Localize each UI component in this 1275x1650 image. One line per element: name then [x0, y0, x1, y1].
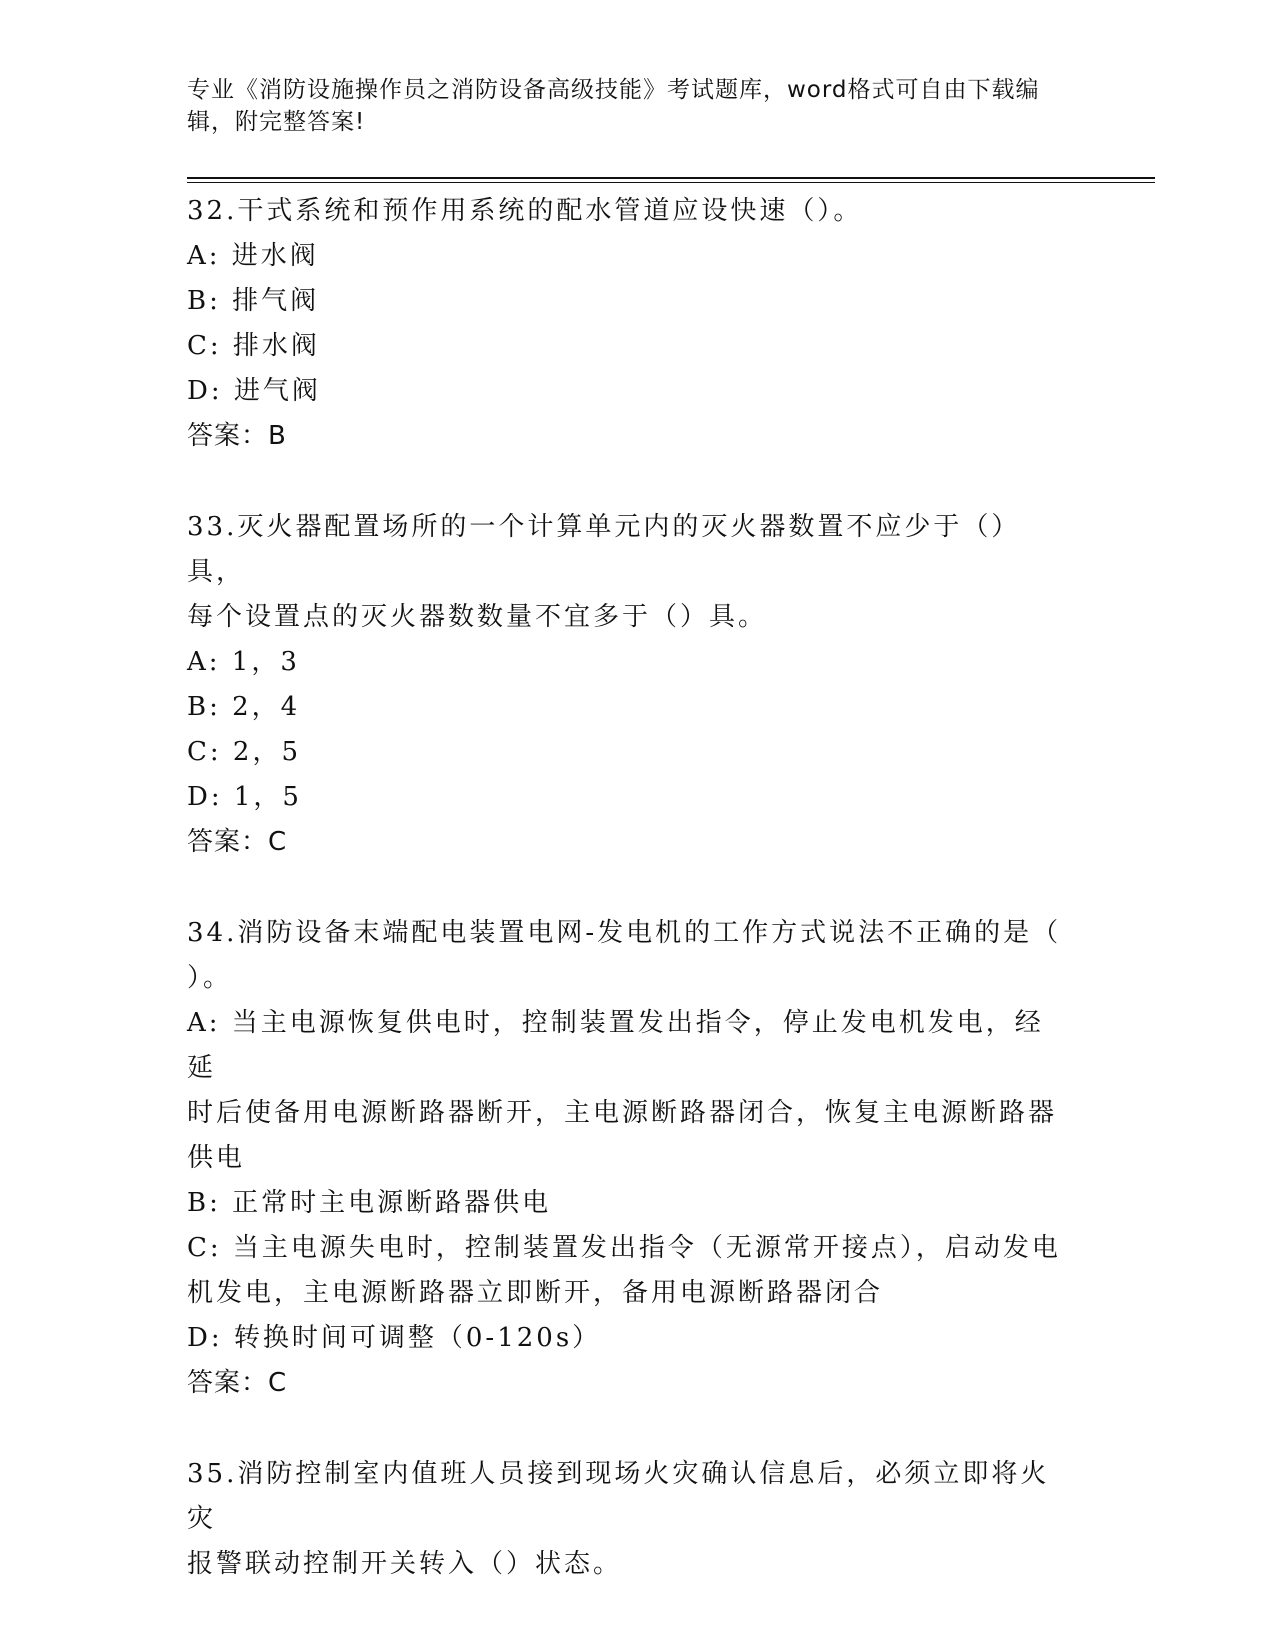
option-d: D: 转换时间可调整（0-120s） — [187, 1323, 602, 1353]
header-divider-thin — [187, 182, 1155, 183]
question-35 — [187, 1452, 1067, 1587]
question-spacer — [187, 459, 1067, 505]
option-c: 机发电，主电源断路器立即断开，备用电源断路器闭合 — [187, 1278, 884, 1308]
option-c: C: 2，5 — [187, 737, 302, 767]
header-divider-thick — [187, 177, 1155, 179]
question-stem: 34.消防设备末端配电装置电网-发电机的工作方式说法不正确的是（ — [187, 918, 1062, 948]
question-stem: 32.干式系统和预作用系统的配水管道应设快速（）。 — [187, 196, 863, 226]
option-a: A: 1，3 — [187, 647, 300, 677]
question-stem: 33.灭火器配置场所的一个计算单元内的灭火器数置不应少于（）具， — [187, 512, 1021, 587]
answer-label: 答案：B — [187, 421, 287, 451]
question-spacer — [187, 865, 1067, 911]
option-c: C: 当主电源失电时，控制装置发出指令（无源常开接点），启动发电 — [187, 1233, 1061, 1263]
option-b: B: 2，4 — [187, 692, 301, 722]
answer-label: 答案：C — [187, 827, 288, 857]
question-33 — [187, 505, 1067, 865]
question-stem: 35.消防控制室内值班人员接到现场火灾确认信息后，必须立即将火灾 — [187, 1459, 1050, 1534]
option-d: D: 进气阀 — [187, 376, 321, 406]
question-stem: 每个设置点的灭火器数数量不宜多于（）具。 — [187, 602, 768, 632]
question-stem: 报警联动控制开关转入（）状态。 — [187, 1549, 623, 1579]
question-stem: ）。 — [187, 963, 233, 993]
option-c: C: 排水阀 — [187, 331, 320, 361]
question-34 — [187, 911, 1067, 1406]
question-list — [187, 189, 1067, 1587]
option-a: A: 当主电源恢复供电时，控制装置发出指令，停止发电机发电，经延 — [187, 1008, 1044, 1083]
document-header: 专业《消防设施操作员之消防设备高级技能》考试题库，word格式可自由下载编辑，附完整答案! — [187, 77, 1040, 135]
option-a: 供电 — [187, 1143, 246, 1173]
option-a: A: 进水阀 — [187, 241, 319, 271]
option-d: D: 1，5 — [187, 782, 302, 812]
option-b: B: 正常时主电源断路器供电 — [187, 1188, 552, 1218]
answer-label: 答案：C — [187, 1368, 288, 1398]
question-32 — [187, 189, 1067, 459]
question-spacer — [187, 1406, 1067, 1452]
option-b: B: 排气阀 — [187, 286, 320, 316]
option-a: 时后使备用电源断路器断开，主电源断路器闭合，恢复主电源断路器 — [187, 1098, 1058, 1128]
